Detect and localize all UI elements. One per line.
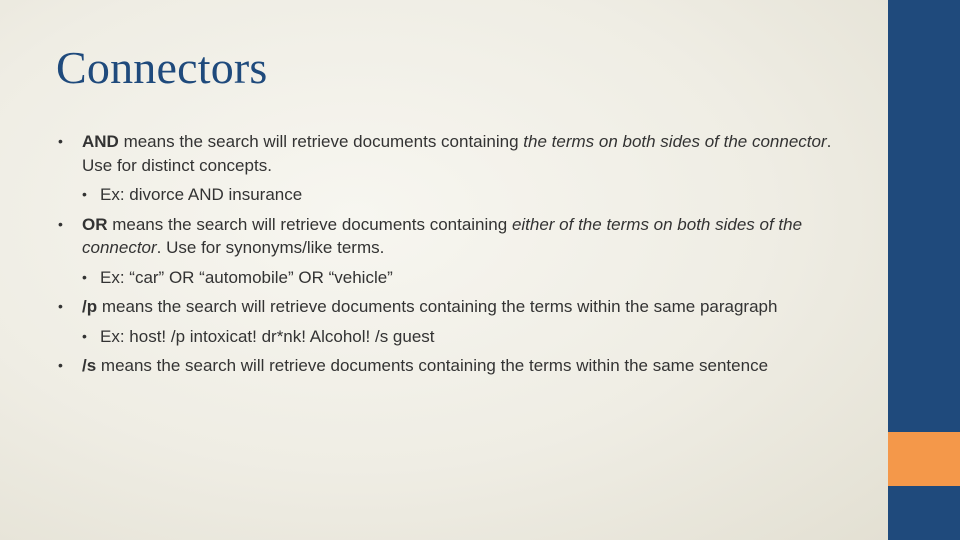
example-text: Ex: host! /p intoxicat! dr*nk! Alcohol! /s guest (100, 326, 435, 346)
bullet-text-end: . Use for distinct concepts. (82, 132, 832, 175)
keyword-or: OR (82, 214, 108, 234)
bullet-p (56, 295, 856, 319)
bullet-text: means the search will retrieve documents containing (107, 214, 512, 234)
keyword-s: /s (82, 356, 97, 375)
bullet-icon: • (58, 357, 63, 373)
keyword-p: /p (82, 297, 98, 316)
bullet-icon: • (58, 133, 63, 149)
bullet-icon: • (58, 215, 63, 232)
bullet-icon: • (82, 186, 87, 202)
example-and (80, 183, 856, 207)
bullet-or (56, 213, 856, 260)
bullet-icon: • (58, 298, 63, 314)
bullet-italic-text: either of the terms on both sides of the connector (82, 214, 803, 257)
bullet-text: means the search will retrieve documents containing the terms within the same paragraph (97, 297, 778, 316)
slide-body (56, 130, 856, 378)
example-or (80, 266, 856, 290)
bullet-text: means the search will retrieve documents containing the terms within the same sentence (96, 356, 769, 375)
example-p (80, 325, 856, 349)
example-text: Ex: “car” OR “automobile” OR “vehicle” (100, 267, 393, 287)
bullet-italic-text: the terms on both sides of the connector (523, 132, 827, 151)
keyword-and: AND (82, 132, 119, 151)
bullet-text: means the search will retrieve documents containing (118, 132, 524, 151)
sidebar-accent-block (888, 432, 960, 486)
bullet-and (56, 130, 856, 177)
example-text: Ex: divorce AND insurance (100, 185, 303, 204)
bullet-icon: • (82, 268, 87, 285)
slide-title: Connectors (56, 42, 268, 93)
bullet-s (56, 354, 856, 378)
bullet-text-end: . Use for synonyms/like terms. (156, 238, 385, 257)
bullet-icon: • (82, 327, 87, 344)
